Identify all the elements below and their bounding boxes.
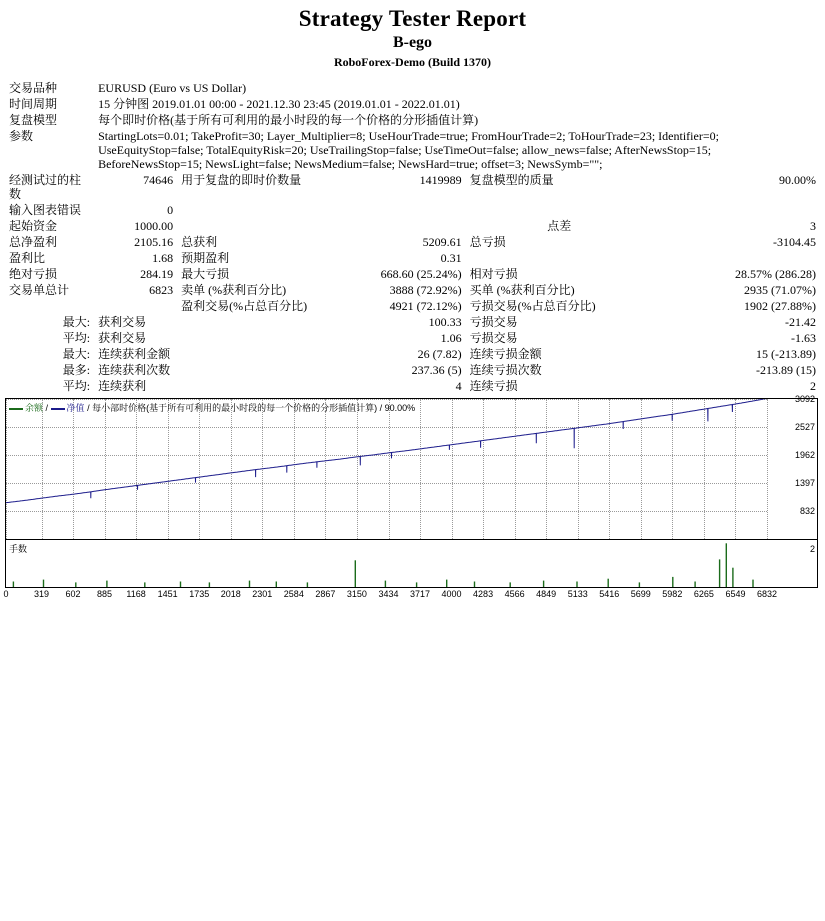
y-tick-label: 1962: [794, 450, 815, 460]
period-value: 15 分钟图 2019.01.01 00:00 - 2021.12.30 23:45 (2019.01.01 - 2022.01.01): [98, 97, 460, 111]
equity-curve: [6, 399, 767, 539]
table-row: [5, 314, 820, 330]
average-loss-label: 亏损交易: [469, 331, 518, 345]
y-tick-label: 3092: [794, 394, 815, 404]
parameters-label: 参数: [9, 129, 34, 143]
legend-model: 每小部时价格(基于所有可利用的最小时段的每一个价格的分形插值计算) / 90.00%: [92, 403, 416, 413]
x-tick-label: 5133: [567, 589, 588, 599]
table-row: [5, 172, 820, 202]
long-positions-value: 2935 (71.07%): [744, 283, 816, 297]
relative-drawdown-label: 相对亏损: [469, 267, 518, 281]
x-tick-label: 3434: [378, 589, 399, 599]
legend-equity: [51, 403, 85, 413]
avg-consec-label: 平均:: [62, 379, 91, 393]
max-consec-wins-value: 26 (7.82): [417, 347, 462, 361]
grid-line-vertical: [767, 399, 768, 539]
maximal-drawdown-label: 最大亏损: [181, 267, 230, 281]
x-tick-label: 319: [34, 589, 50, 599]
avg-consec-wins-label: 连续获利: [98, 379, 147, 393]
chart-x-axis: [5, 589, 818, 603]
gross-loss-label: 总亏损: [469, 235, 506, 249]
x-tick-label: 6832: [756, 589, 778, 599]
table-row: [5, 250, 820, 266]
x-tick-label: 5699: [630, 589, 651, 599]
model-value: 每个即时价格(基于所有可利用的最小时段的每一个价格的分形插值计算): [98, 113, 479, 127]
total-trades-value: 6823: [149, 283, 174, 297]
avg-consec-losses-value: 2: [810, 379, 816, 393]
table-row: [5, 378, 820, 394]
parameters-value: StartingLots=0.01; TakeProfit=30; Layer_Multiplier=8; UseHourTrade=true; FromHourTrade=2; ToHourTrade=23; Identifier=0; UseEquityStop=false; TotalEquityRisk=20; UseTrailingStop=false; UseTimeOut=false; allow_news=false; AfterNewsStop=15; BeforeNewsStop=15; NewsLight=false; NewsMedium=false; NewsHard=true; offset=3; NewsSymb="";: [98, 129, 719, 171]
maximal-consec-profit-label: 连续获利次数: [98, 363, 171, 377]
table-row: [5, 234, 820, 250]
average-label: 平均:: [62, 331, 91, 345]
legend-swatch-equity: [51, 408, 65, 410]
initial-deposit-label: 起始资金: [9, 219, 58, 233]
lots-bars: [6, 541, 767, 587]
symbol-label: 交易品种: [9, 81, 58, 95]
long-positions-label: 买单 (%获利百分比): [469, 283, 575, 297]
period-label: 时间周期: [9, 97, 58, 111]
lots-chart-label: 手数: [9, 544, 28, 554]
x-tick-label: 5416: [599, 589, 620, 599]
short-positions-value: 3888 (72.92%): [389, 283, 462, 297]
short-positions-label: 卖单 (%获利百分比): [181, 283, 287, 297]
table-row: [5, 96, 820, 112]
x-tick-label: 3150: [346, 589, 367, 599]
quality-value: 90.00%: [779, 173, 816, 187]
max-consec-losses-value: 15 (-213.89): [756, 347, 816, 361]
x-tick-label: 2584: [283, 589, 304, 599]
x-tick-label: 2867: [315, 589, 336, 599]
x-tick-label: 1168: [126, 589, 146, 599]
x-tick-label: 602: [65, 589, 81, 599]
table-row: [5, 282, 820, 298]
relative-drawdown-value: 28.57% (286.28): [735, 267, 816, 281]
x-tick-label: 3717: [410, 589, 431, 599]
maximal-consec-loss-value: -213.89 (15): [756, 363, 816, 377]
expected-payoff-label: 预期盈利: [181, 251, 230, 265]
table-row: [5, 128, 820, 172]
x-tick-label: 5982: [662, 589, 683, 599]
mismatch-label: 输入图表错误: [9, 203, 82, 217]
lots-plot-area: [6, 540, 767, 587]
x-tick-label: 2301: [252, 589, 273, 599]
table-row: [5, 362, 820, 378]
equity-chart-container: [5, 394, 818, 588]
bars-label: 经测试过的柱数: [9, 173, 82, 201]
average-profit-label: 获利交易: [98, 331, 147, 345]
x-tick-label: 4566: [504, 589, 525, 599]
table-row: [5, 202, 820, 218]
table-row: [5, 266, 820, 282]
largest-label: 最大:: [62, 315, 91, 329]
strategy-tester-report: [0, 6, 825, 603]
y-tick-label: 2527: [794, 422, 815, 432]
broker-build: RoboForex-Demo (Build 1370): [333, 55, 492, 69]
average-profit-value: 1.06: [440, 331, 462, 345]
total-net-profit-value: 2105.16: [134, 235, 174, 249]
largest-profit-label: 获利交易: [98, 315, 147, 329]
largest-loss-value: -21.42: [785, 315, 816, 329]
x-tick-label: 4849: [536, 589, 557, 599]
x-tick-label: 6265: [693, 589, 714, 599]
absolute-drawdown-value: 284.19: [140, 267, 174, 281]
legend-equity-label: 净值: [66, 403, 85, 413]
profit-trades-value: 4921 (72.12%): [389, 299, 462, 313]
lots-y-max: 2: [809, 544, 815, 554]
profit-trades-label: 盈利交易(%占总百分比): [181, 299, 308, 313]
x-tick-label: 1735: [189, 589, 210, 599]
equity-chart: [6, 394, 817, 539]
table-row: [5, 218, 820, 234]
gross-loss-value: -3104.45: [773, 235, 816, 249]
model-label: 复盘模型: [9, 113, 58, 127]
expected-payoff-value: 0.31: [440, 251, 462, 265]
quality-label: 复盘模型的质量: [469, 173, 554, 187]
profit-factor-label: 盈利比: [9, 251, 46, 265]
x-tick-label: 4283: [473, 589, 494, 599]
max-consec-losses-label: 连续亏损金额: [469, 347, 542, 361]
avg-consec-wins-value: 4: [455, 379, 462, 393]
x-tick-label: 1451: [157, 589, 178, 599]
max-consec-label: 最大:: [62, 347, 91, 361]
total-net-profit-label: 总净盈利: [9, 235, 58, 249]
spread-label: 点差: [547, 219, 572, 233]
largest-loss-label: 亏损交易: [469, 315, 518, 329]
legend-balance-label: 余额: [25, 403, 44, 413]
initial-deposit-value: 1000.00: [134, 219, 174, 233]
legend-swatch-balance: [9, 408, 23, 410]
table-row: [5, 346, 820, 362]
bars-value: 74646: [143, 173, 174, 187]
x-tick-label: 885: [97, 589, 113, 599]
maximal-consec-loss-label: 连续亏损次数: [469, 363, 542, 377]
profit-factor-value: 1.68: [152, 251, 174, 265]
table-row: [5, 112, 820, 128]
table-row: [5, 80, 820, 96]
table-row: [5, 330, 820, 346]
x-tick-label: 6549: [725, 589, 746, 599]
average-loss-value: -1.63: [791, 331, 816, 345]
table-row: [5, 298, 820, 314]
report-table: [5, 80, 820, 394]
mismatch-value: 0: [167, 203, 174, 217]
largest-profit-value: 100.33: [428, 315, 462, 329]
chart-legend: 余额 / 净值 / 每小部时价格(基于所有可利用的最小时段的每一个价格的分形插值计算) / 90.00%: [9, 401, 415, 414]
maximal-consec-label: 最多:: [62, 363, 91, 377]
expert-name: B-ego: [392, 34, 433, 51]
ticks-label: 用于复盘的即时价数量: [181, 173, 302, 187]
y-tick-label: 832: [799, 506, 815, 516]
loss-trades-label: 亏损交易(%占总百分比): [469, 299, 596, 313]
symbol-value: EURUSD (Euro vs US Dollar): [98, 81, 247, 95]
absolute-drawdown-label: 绝对亏损: [9, 267, 58, 281]
ticks-value: 1419989: [419, 173, 462, 187]
total-trades-label: 交易单总计: [9, 283, 70, 297]
lots-chart: [6, 539, 817, 587]
gross-profit-value: 5209.61: [422, 235, 462, 249]
x-tick-label: 4000: [441, 589, 462, 599]
maximal-consec-profit-value: 237.36 (5): [411, 363, 462, 377]
y-tick-label: 1397: [794, 478, 815, 488]
page-title: Strategy Tester Report: [298, 6, 527, 31]
spread-value: 3: [810, 219, 816, 233]
avg-consec-losses-label: 连续亏损: [469, 379, 518, 393]
x-tick-label: 0: [3, 589, 9, 599]
legend-balance: [9, 403, 43, 413]
x-tick-label: 2018: [220, 589, 241, 599]
equity-plot-area: [6, 399, 767, 539]
max-consec-wins-label: 连续获利金额: [98, 347, 171, 361]
loss-trades-value: 1902 (27.88%): [744, 299, 816, 313]
maximal-drawdown-value: 668.60 (25.24%): [380, 267, 462, 281]
gross-profit-label: 总获利: [181, 235, 218, 249]
